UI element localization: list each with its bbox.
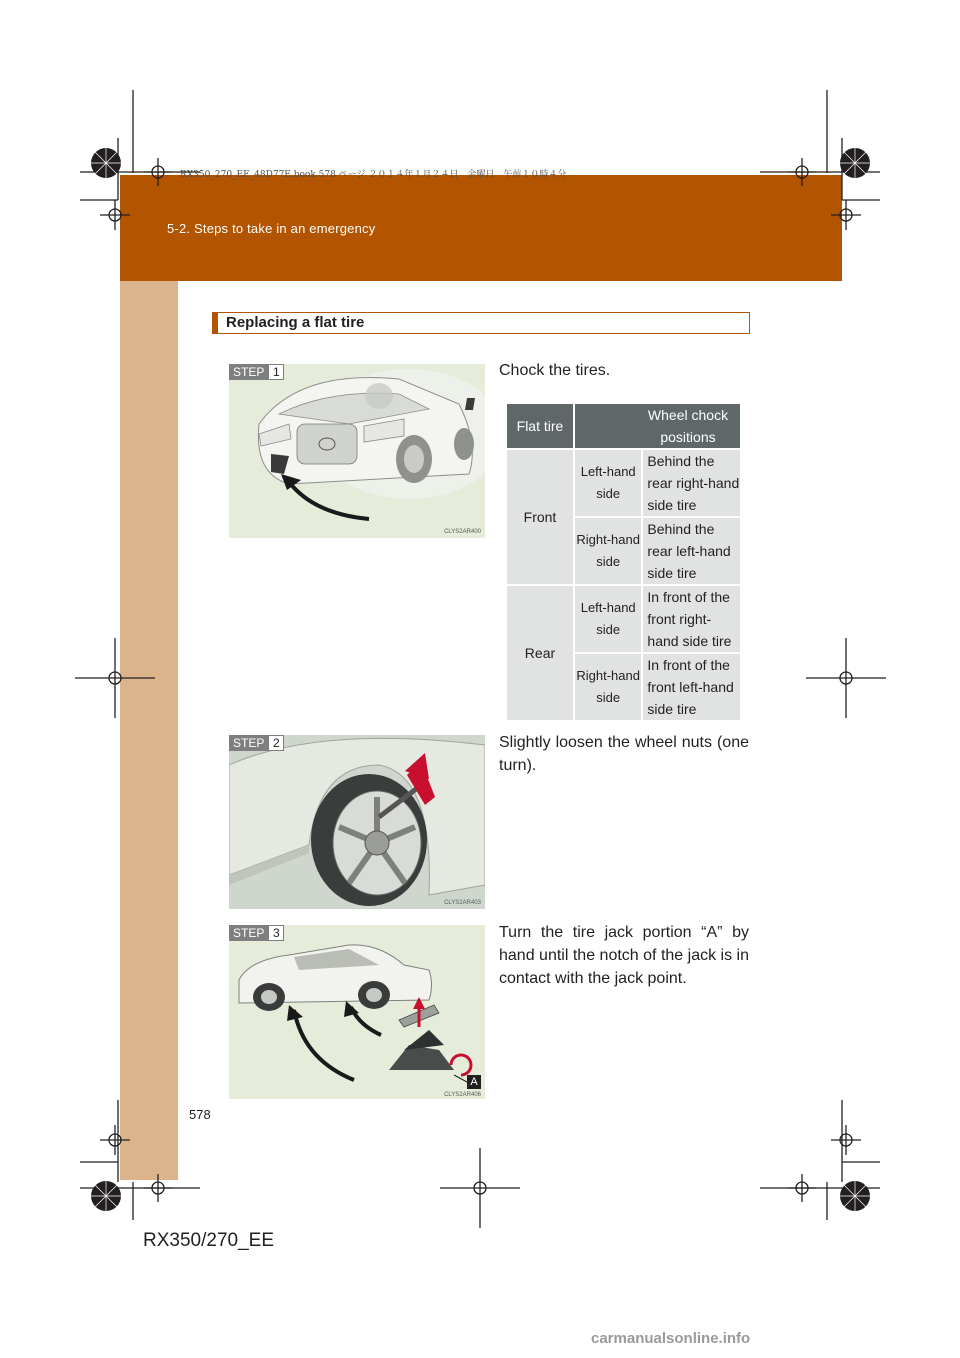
step-number: 1: [268, 364, 284, 380]
table-cell-position: Behind the rear right-hand side tire: [642, 449, 741, 517]
jack-position-image: [229, 925, 485, 1099]
step-2-text: Slightly loosen the wheel nuts (one turn).: [499, 734, 749, 774]
table-cell-side: Left-hand side: [574, 585, 642, 653]
step-label: STEP: [229, 735, 268, 751]
table-cell-position: In front of the front left-hand side tire: [642, 653, 741, 721]
section-title: 5-2. Steps to take in an emergency: [167, 221, 376, 236]
step-2-badge: [229, 735, 284, 751]
book-info-line: RX350_270_EE_48D77E.book 578 ページ ２０１４年１月２４日 金曜日 午前１０時４分: [180, 170, 567, 180]
step-1-text: Chock the tires.: [499, 362, 611, 379]
car-front-chocked-image: [229, 364, 485, 538]
step-2-illustration: [229, 735, 485, 909]
model-label: RX350/270_EE: [143, 1230, 274, 1251]
image-code: CLYS2AR403: [444, 900, 481, 906]
callout-a-label: A: [470, 1076, 478, 1088]
step-3-badge: [229, 925, 284, 941]
step-1-illustration: [229, 364, 485, 538]
step-label: STEP: [229, 925, 268, 941]
page-number: 578: [189, 1107, 211, 1122]
section-heading-text: Replacing a flat tire: [226, 314, 365, 331]
wheel-nut-loosen-image: [229, 735, 485, 909]
section-heading: [212, 312, 750, 334]
step-3-illustration: [229, 925, 485, 1099]
image-code: CLYS2AR406: [444, 1092, 481, 1098]
watermark: carmanualsonline.info: [591, 1330, 751, 1347]
table-row: [506, 585, 741, 653]
table-cell-flat: Rear: [506, 585, 574, 721]
step-3-text: Turn the tire jack portion “A” by hand until the notch of the jack is in contact with the jack point.: [499, 924, 749, 987]
table-cell-flat: Front: [506, 449, 574, 585]
table-cell-side: Left-hand side: [574, 449, 642, 517]
step-1-badge: [229, 364, 284, 380]
table-cell-position: In front of the front right-hand side tire: [642, 585, 741, 653]
step-label: STEP: [229, 364, 268, 380]
table-row: [506, 449, 741, 517]
table-header-flat-tire: Flat tire: [506, 403, 574, 449]
table-cell-side: Right-hand side: [574, 517, 642, 585]
step-number: 3: [268, 925, 284, 941]
image-code: CLYS2AR400: [444, 529, 481, 535]
wheel-chock-table: [505, 402, 742, 722]
step-number: 2: [268, 735, 284, 751]
table-cell-position: Behind the rear left-hand side tire: [642, 517, 741, 585]
table-header-chock-positions: Wheel chock positions: [574, 403, 741, 449]
table-cell-side: Right-hand side: [574, 653, 642, 721]
